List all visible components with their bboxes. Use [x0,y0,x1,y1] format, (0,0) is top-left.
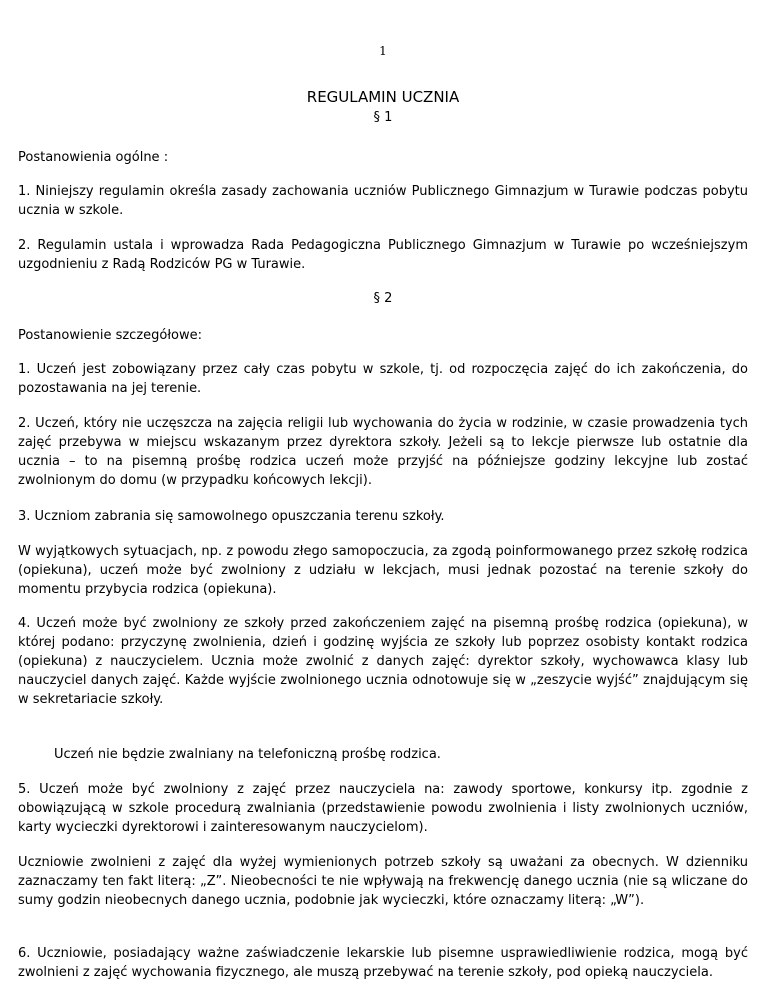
section-2-paragraph-2: 2. Uczeń, który nie uczęszcza na zajęcia religii lub wychowania do życia w rodzinie, w czasie prowadzenia tych zajęć przebywa w miejscu wskazanym przez dyrektora szkoły. Jeżeli są to lekcje pierwsze lub ostatnie dla ucznia – to na pisemną prośbę rodzica uczeń może przyjść na późniejsze godziny lekcyjne lub zostać zwolnionym do domu (w przypadku końcowych lekcji). [18,416,748,488]
section-2-paragraph-5: 5. Uczeń może być zwolniony z zajęć przez nauczyciela na: zawody sportowe, konkursy itp. zgodnie z obowiązującą w szkole procedurą zwalniania (przedstawienie powodu zwolnienia i listy zwolnionych uczniów, karty wycieczki dyrektorowi i zainteresowanym nauczycielom). [18,782,748,835]
section-2-paragraph-1: 1. Uczeń jest zobowiązany przez cały czas pobytu w szkole, tj. od rozpoczęcia zajęć do ich zakończenia, do pozostawania na jej terenie. [18,362,748,396]
section-2-paragraph-4-note: Uczeń nie będzie zwalniany na telefoniczną prośbę rodzica. [54,747,441,762]
section-1-heading: Postanowienia ogólne : [18,150,169,165]
section-2-paragraph-5-detail: Uczniowie zwolnieni z zajęć dla wyżej wymienionych potrzeb szkoły są uważani za obecnych. W dzienniku zaznaczamy ten fakt literą: „Z”. Nieobecności te nie wpływają na frekwencję danego ucznia (nie są wliczane do sumy godzin nieobecnych danego ucznia, podobnie jak wycieczki, które oznaczamy literą: „W”). [18,855,748,908]
document-title: REGULAMIN UCZNIA [306,88,460,106]
page-number: 1 [379,44,387,58]
section-1-paragraph-1: 1. Niniejszy regulamin określa zasady zachowania uczniów Publicznego Gimnazjum w Turawie podczas pobytu ucznia w szkole. [18,184,748,218]
section-2-paragraph-3-detail: W wyjątkowych sytuacjach, np. z powodu złego samopoczucia, za zgodą poinformowanego przez szkołę rodzica (opiekuna), uczeń może być zwolniony z udziału w lekcjach, musi jednak pozostać na terenie szkoły do momentu przybycia rodzica (opiekuna). [18,544,748,597]
section-2-paragraph-4: 4. Uczeń może być zwolniony ze szkoły przed zakończeniem zajęć na pisemną prośbę rodzica (opiekuna), w której podano: przyczynę zwolnienia, dzień i godzinę wyjścia ze szkoły lub poprzez osobisty kontakt rodzica (opiekuna) z nauczycielem. Ucznia może zwolnić z danych zajęć: dyrektor szkoły, wychowawca klasy lub nauczyciel danych zajęć. Każde wyjście zwolnionego ucznia odnotowuje się w „zeszycie wyjść” znajdującym się w sekretariacie szkoły. [18,616,748,707]
section-1-mark: § 1 [373,110,393,125]
section-2-paragraph-3: 3. Uczniom zabrania się samowolnego opuszczania terenu szkoły. [18,509,445,524]
section-2-paragraph-6: 6. Uczniowie, posiadający ważne zaświadczenie lekarskie lub pisemne usprawiedliwienie rodzica, mogą być zwolnieni z zajęć wychowania fizycznego, ale muszą przebywać na terenie szkoły, pod opieką nauczyciela. [18,946,748,980]
section-2-mark: § 2 [373,291,393,306]
section-2-heading: Postanowienie szczegółowe: [18,328,203,343]
section-1-paragraph-2: 2. Regulamin ustala i wprowadza Rada Pedagogiczna Publicznego Gimnazjum w Turawie po wcześniejszym uzgodnieniu z Radą Rodziców PG w Turawie. [18,238,748,272]
